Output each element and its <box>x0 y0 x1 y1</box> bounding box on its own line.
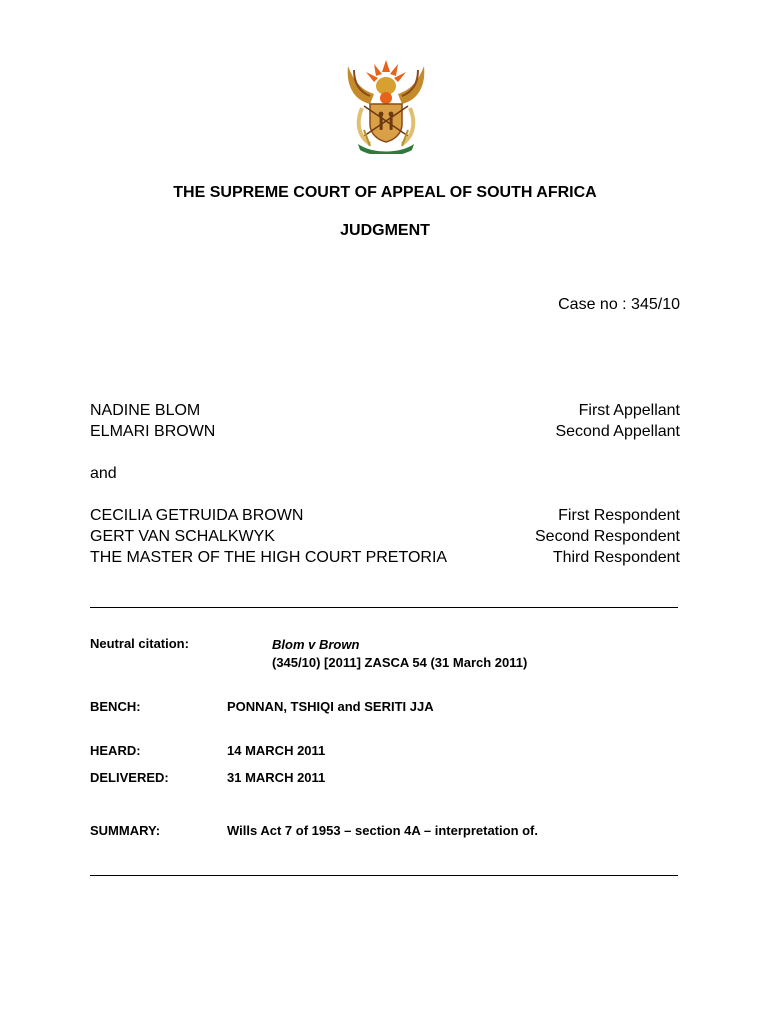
appellant-name-2: ELMARI BROWN <box>90 423 216 440</box>
divider-bottom <box>90 875 678 876</box>
and-separator: and <box>90 465 117 482</box>
respondent-name-2: GERT VAN SCHALKWYK <box>90 528 275 545</box>
respondent-role-2: Second Respondent <box>535 528 680 545</box>
court-title: THE SUPREME COURT OF APPEAL OF SOUTH AFRICA <box>173 184 597 201</box>
respondent-role-3: Third Respondent <box>552 549 680 566</box>
respondent-name-3: THE MASTER OF THE HIGH COURT PRETORIA <box>90 549 448 566</box>
bench-label: BENCH: <box>90 699 141 714</box>
case-number: Case no : 345/10 <box>558 296 680 313</box>
coat-of-arms-icon <box>340 56 432 154</box>
document-type: JUDGMENT <box>340 222 430 239</box>
bench-value: PONNAN, TSHIQI and SERITI JJA <box>227 699 434 714</box>
summary-label: SUMMARY: <box>90 823 161 838</box>
divider-top <box>90 607 678 608</box>
neutral-citation-ref: (345/10) [2011] ZASCA 54 (31 March 2011) <box>272 655 528 670</box>
appellant-name-1: NADINE BLOM <box>90 402 201 419</box>
heard-value: 14 MARCH 2011 <box>227 743 326 758</box>
delivered-value: 31 MARCH 2011 <box>227 770 326 785</box>
summary-value: Wills Act 7 of 1953 – section 4A – interpretation of. <box>227 823 538 838</box>
appellant-role-2: Second Appellant <box>555 423 680 440</box>
neutral-citation-label: Neutral citation: <box>90 636 189 651</box>
neutral-citation-title: Blom v Brown <box>272 637 360 652</box>
respondent-name-1: CECILIA GETRUIDA BROWN <box>90 507 304 524</box>
respondent-role-1: First Respondent <box>558 507 680 524</box>
delivered-label: DELIVERED: <box>90 770 169 785</box>
heard-label: HEARD: <box>90 743 141 758</box>
appellant-role-1: First Appellant <box>578 402 680 419</box>
